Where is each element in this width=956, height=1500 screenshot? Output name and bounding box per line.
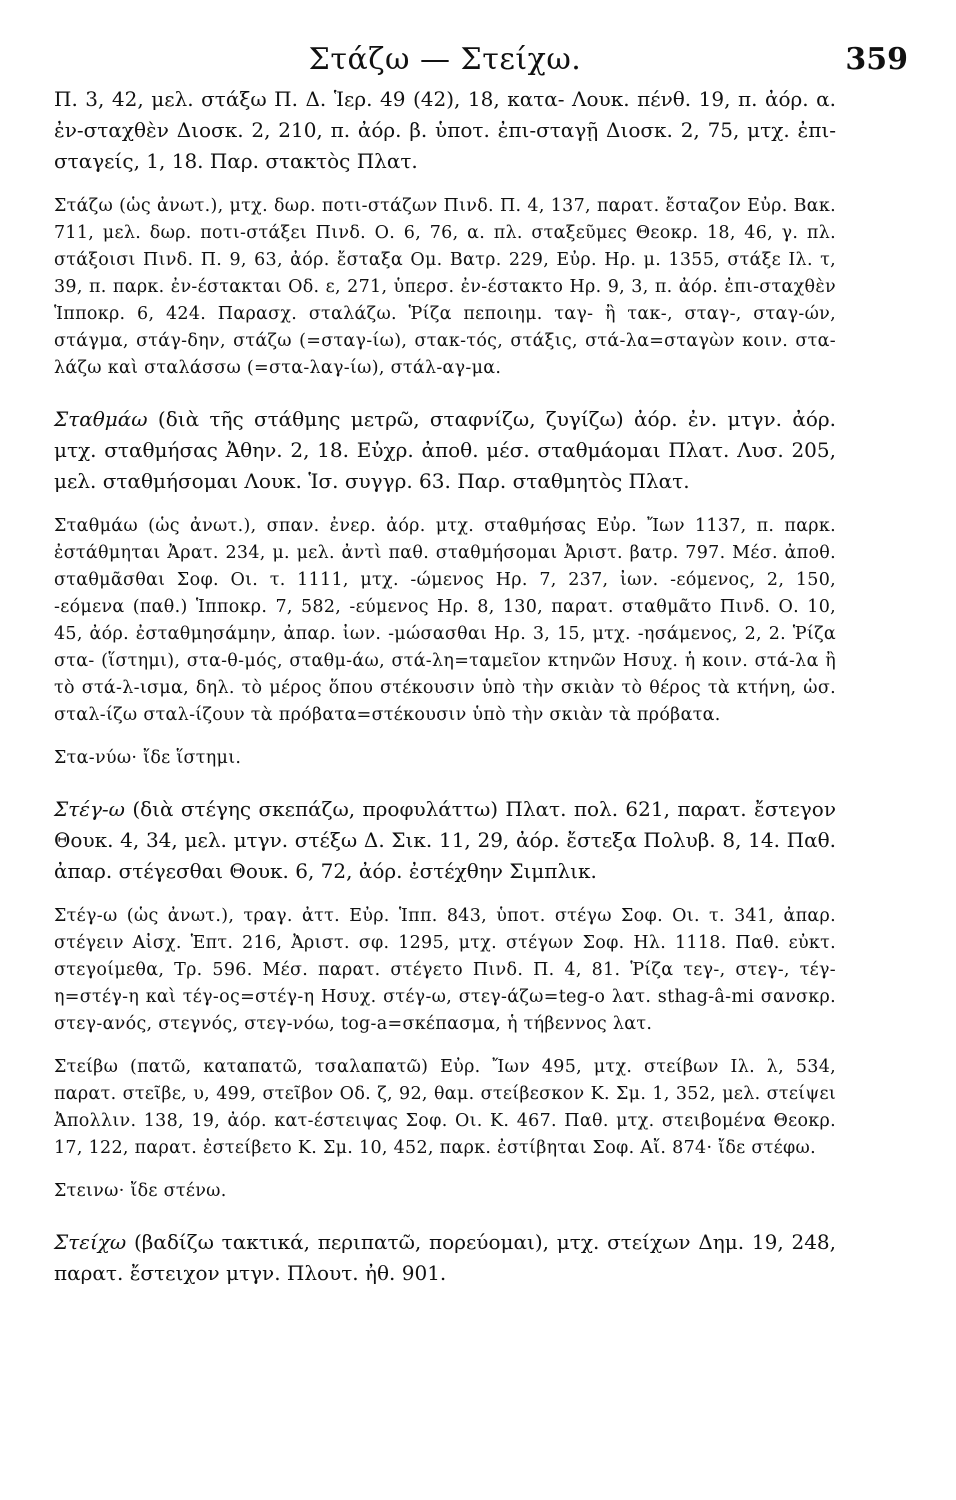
entry-text: Σταθμάω (ὡς ἀνωτ.), σπαν. ἐνερ. ἀόρ. μτχ. σταθμήσας Εὐρ. Ἴων 1137, π. παρκ. ἐστάθμηται Ἀρατ. 234, μ. μελ. ἀντὶ παθ. σταθμήσομαι Ἀριστ. βατρ. 797. Μέσ. ἀποθ. σταθμᾶσθαι Σοφ. Οι. τ. 1111, μτχ. -ώμενος Ηρ. 7, 237, ἰων. -εόμενος, 2, 150, -εόμενα (παθ.) Ἱπποκρ. 7, 582, -εύμενος Ηρ. 8, 130, παρατ. σταθμᾶτο Πινδ. Ο. 10, 45, ἀόρ. ἐσταθμησάμην, ἀπαρ. ἰων. -μώσασθαι Ηρ. 3, 15, μτχ. -ησάμενος, 2, 2. Ῥίζα στα- (ἵστημι), στα-θ-μός, σταθμ-άω, στά-λη=ταμεῖον κτηνῶν Ησυχ. ἡ κοιν. στά-λα ἢ τὸ στά-λ-ισμα, δηλ. τὸ μέρος ὅπου στέκουσιν ὑπὸ τὴν σκιὰν τὸ θέρος τὰ κτήνη, ὡσ. σταλ-ίζω σταλ-ίζουν τὰ πρόβατα=στέκουσιν ὑπὸ τὴν σκιὰν τὰ πρόβατα. [54,516,836,725]
entry-stathmao-detail [54,513,836,729]
running-head: Στάζω — Στείχω. [308,42,582,77]
entry-text: Π. 3, 42, μελ. στάξω Π. Δ. Ἱερ. 49 (42), 18, κατα- Λουκ. πένθ. 19, π. ἀόρ. α. ἐν-σταχθὲν Διοσκ. 2, 210, π. ἀόρ. β. ὑποτ. ἐπι-σταγῇ Διοσκ. 2, 75, μτχ. ἐπι-σταγείς, 1, 18. Παρ. στακτὸς Πλατ. [54,87,836,173]
entry-steino [54,1178,836,1205]
headword: Στέγ-ω [54,797,125,821]
page-header [54,36,908,84]
entry-stanyo [54,745,836,772]
entry-steicho [54,1227,836,1289]
entry-text: Στα-νύω· ἴδε ἵστημι. [54,748,242,768]
entry-text: Στέγ-ω (ὡς ἀνωτ.), τραγ. ἀττ. Εὐρ. Ἱππ. 843, ὑποτ. στέγω Σοφ. Οι. τ. 341, ἀπαρ. στέγειν Αἰσχ. Ἑπτ. 216, Ἀριστ. σφ. 1295, μτχ. στέγων Σοφ. Ηλ. 1118. Παθ. εὐκτ. στεγοίμεθα, Τρ. 596. Μέσ. παρατ. στέγετο Πινδ. Π. 4, 81. Ῥίζα τεγ-, στεγ-, τέγ-η=στέγ-η καὶ τέγ-ος=στέγ-η Ησυχ. στέγ-ω, στεγ-άζω=teg-o λατ. sthag-â-mi σανσκρ. στεγ-ανός, στεγνός, στεγ-νόω, tog-a=σκέπασμα, ἡ τήβεννος λατ. [54,906,836,1034]
headword: Σταθμάω [54,407,148,431]
entry-text: Στείβω (πατῶ, καταπατῶ, τσαλαπατῶ) Εὐρ. Ἴων 495, μτχ. στείβων Ιλ. λ, 534, παρατ. στεῖβε, υ, 499, στεῖβον Οδ. ζ, 92, θαμ. στείβεσκον Κ. Σμ. 1, 352, μελ. στείψει Ἀπολλιν. 138, 19, ἀόρ. κατ-έστειψας Σοφ. Οι. Κ. 467. Παθ. μτχ. στειβομένα Θεοκρ. 17, 122, παρατ. ἐστείβετο Κ. Σμ. 10, 452, παρκ. ἐστίβηται Σοφ. Αἴ. 874· ἴδε στέφω. [54,1057,836,1158]
entry-text: (βαδίζω τακτικά, περιπατῶ, πορεύομαι), μτχ. στείχων Δημ. 19, 248, παρατ. ἔστειχον μτγν. Πλουτ. ἠθ. 901. [54,1230,836,1285]
entry-stego-detail [54,903,836,1038]
headword: Στείχω [54,1230,127,1254]
entry-stego [54,794,836,887]
entry-continuation [54,84,836,177]
entry-text: Στεινω· ἴδε στένω. [54,1181,227,1201]
page-body [54,84,836,1289]
entry-text: Στάζω (ὡς ἀνωτ.), μτχ. δωρ. ποτι-στάζων Πινδ. Π. 4, 137, παρατ. ἔσταζον Εὐρ. Βακ. 711, μελ. δωρ. ποτι-στάξει Πινδ. Ο. 6, 76, α. πλ. σταξεῦμες Θεοκρ. 18, 46, γ. πλ. στάξοισι Πινδ. Π. 9, 63, ἀόρ. ἔσταξα Ομ. Βατρ. 229, Εὐρ. Ηρ. μ. 1355, στάξε Ιλ. τ, 39, π. παρκ. ἐν-έστακται Οδ. ε, 271, ὑπερσ. ἐν-έστακτο Ηρ. 9, 3, π. ἀόρ. ἐπι-σταχθὲν Ἱπποκρ. 6, 424. Παρασχ. σταλάζω. Ῥίζα πεποιημ. ταγ- ἢ τακ-, σταγ-, σταγ-ών, στάγμα, στάγ-δην, στάζω (=σταγ-ίω), στακ-τός, στάξις, στά-λα=σταγὼν κοιν. στα-λάζω καὶ σταλάσσω (=στα-λαγ-ίω), στάλ-αγ-μα. [54,196,836,378]
entry-stathmao [54,404,836,497]
page-number: 359 [845,42,908,77]
entry-steibo [54,1054,836,1162]
entry-text: (διὰ τῆς στάθμης μετρῶ, σταφνίζω, ζυγίζω) ἀόρ. ἐν. μτγν. ἀόρ. μτχ. σταθμήσας Ἀθην. 2, 18. Εὐχρ. ἀποθ. μέσ. σταθμάομαι Πλατ. Λυσ. 205, μελ. σταθμήσομαι Λουκ. Ἱσ. συγγρ. 63. Παρ. σταθμητὸς Πλατ. [54,407,836,493]
entry-staz-detail [54,193,836,382]
entry-text: (διὰ στέγης σκεπάζω, προφυλάττω) Πλατ. πολ. 621, παρατ. ἔστεγον Θουκ. 4, 34, μελ. μτγν. στέξω Δ. Σικ. 11, 29, ἀόρ. ἔστεξα Πολυβ. 8, 14. Παθ. ἀπαρ. στέγεσθαι Θουκ. 6, 72, ἀόρ. ἐστέχθην Σιμπλικ. [54,797,836,883]
